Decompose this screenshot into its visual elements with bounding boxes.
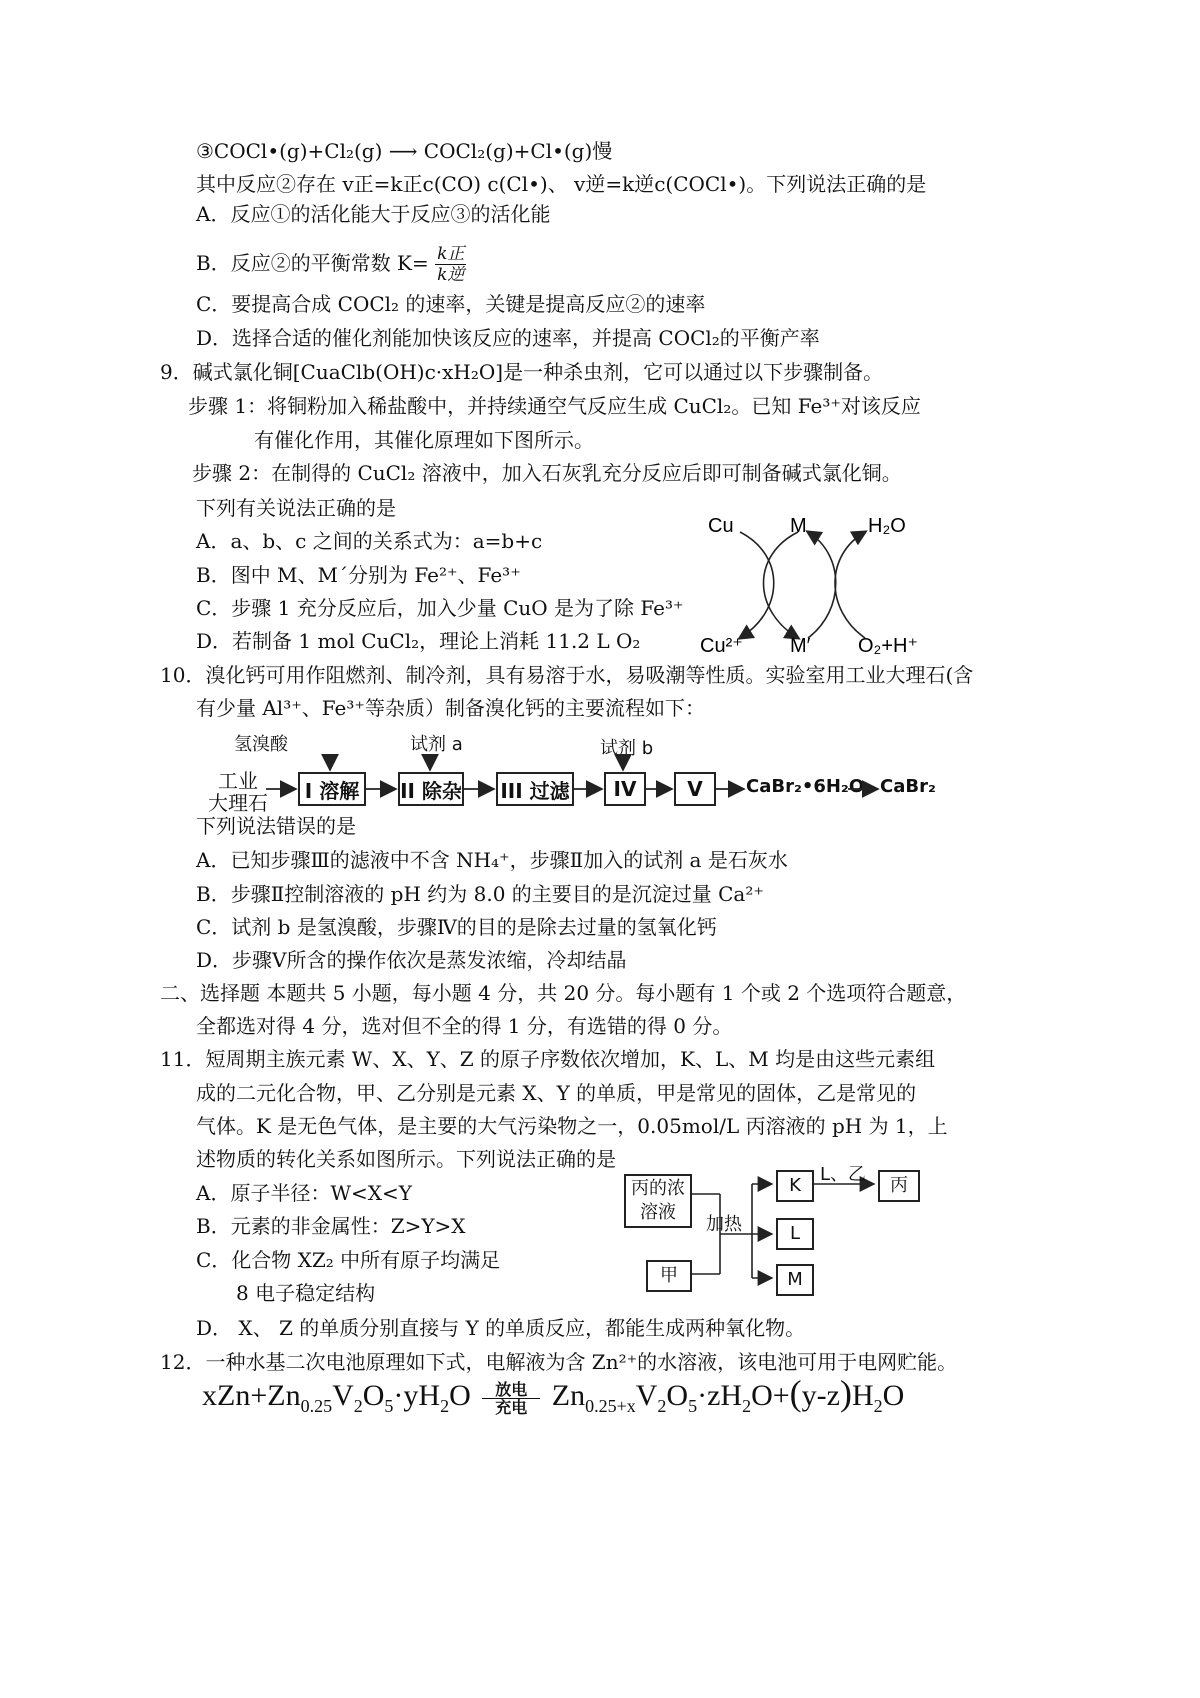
q9-option-b: B．图中 M、M´分别为 Fe²⁺、Fe³⁺ xyxy=(196,563,521,587)
transformation-diagram xyxy=(620,1160,920,1300)
q11-option-a: A．原子半径：W<X<Y xyxy=(196,1181,412,1205)
node-bing: 丙 xyxy=(878,1170,920,1202)
arrow-o2-to-h2o xyxy=(835,532,865,638)
node-k: K xyxy=(776,1170,814,1202)
q9-step2: 步骤 2：在制得的 CuCl₂ 溶液中，加入石灰乳充分反应后即可制备碱式氯化铜。 xyxy=(192,461,902,485)
q9-option-a: A．a、b、c 之间的关系式为：a=b+c xyxy=(196,529,543,553)
label-o2-h: O₂+H⁺ xyxy=(858,635,918,657)
q9-ask: 下列有关说法正确的是 xyxy=(196,496,396,520)
q9-title: 9．碱式氯化铜[CuaClb(OH)c·xH₂O]是一种杀虫剂，它可以通过以下步骤制备。 xyxy=(160,360,884,384)
q10-option-a: A．已知步骤Ⅲ的滤液中不含 NH₄⁺，步骤Ⅱ加入的试剂 a 是石灰水 xyxy=(196,848,788,872)
fraction xyxy=(435,244,466,285)
label-cu2: Cu²⁺ xyxy=(700,635,743,657)
product-hydrate: CaBr₂•6H₂O xyxy=(746,776,865,797)
arrow-cu-to-cu2 xyxy=(740,532,774,638)
q11-line1: 11．短周期主族元素 W、X、Y、Z 的原子序数依次增加，K、L、M 均是由这些元素组 xyxy=(160,1047,936,1071)
q11-line2: 成的二元化合物，甲、乙分别是元素 X、Y 的单质，甲是常见的固体，乙是常见的 xyxy=(196,1081,917,1105)
node-l: L xyxy=(776,1218,814,1250)
q9-option-c: C．步骤 1 充分反应后，加入少量 CuO 是为了除 Fe³⁺ xyxy=(196,596,684,620)
battery-equation: $xZn+Zn_{0.25}V_2O_5\cdot yH_2O$ 放电 充电 $Zn_{0.25+x}V_2O_5\cdot zH_2O+(y-z)H_2O$ xyxy=(202,1373,905,1417)
fraction-denominator: k逆 xyxy=(437,265,465,285)
q8-option-d: D．选择合适的催化剂能加快该反应的速率，并提高 COCl₂的平衡产率 xyxy=(196,326,820,350)
reversible-arrow xyxy=(482,1381,540,1416)
section-2-heading: 二、选择题 本题共 5 小题，每小题 4 分，共 20 分。每小题有 1 个或 2 个选项符合题意， xyxy=(160,981,967,1005)
q8-option-a: A．反应①的活化能大于反应③的活化能 xyxy=(196,202,551,226)
q8-option-b-text: B．反应②的平衡常数 K= xyxy=(196,251,429,275)
q8-reaction-3: ③COCl•(g)+Cl₂(g) ⟶ COCl₂(g)+Cl•(g)慢 xyxy=(196,139,613,163)
q10-option-b: B．步骤Ⅱ控制溶液的 pH 约为 8.0 的主要目的是沉淀过量 Ca²⁺ xyxy=(196,882,764,906)
q8-option-c: C．要提高合成 COCl₂ 的速率，关键是提高反应②的速率 xyxy=(196,292,706,316)
step-2-box: II 除杂 xyxy=(398,772,464,806)
q11-line3: 气体。K 是无色气体，是主要的大气污染物之一，0.05mol/L 丙溶液的 pH 为 1，上 xyxy=(196,1114,948,1138)
step-4-box: IV xyxy=(604,772,646,806)
node-bing-sol-line1: 丙的浓 xyxy=(631,1178,685,1199)
discharge-label: 放电 xyxy=(495,1379,528,1399)
arrow-m2-to-m xyxy=(808,532,836,638)
q10-line1: 10．溴化钙可用作阻燃剂、制冷剂，具有易溶于水，易吸潮等性质。实验室用工业大理石(含 xyxy=(160,663,974,687)
input-label-line2: 大理石 xyxy=(208,791,268,815)
node-jia: 甲 xyxy=(646,1260,692,1292)
q11-line4: 述物质的转化关系如图所示。下列说法正确的是 xyxy=(196,1147,616,1171)
q10-ask: 下列说法错误的是 xyxy=(196,814,356,838)
q10-line2: 有少量 Al³⁺、Fe³⁺等杂质）制备溴化钙的主要流程如下： xyxy=(196,696,705,720)
label-h2o: H₂O xyxy=(868,515,906,537)
label-l-yi: L、乙 xyxy=(820,1164,867,1185)
q8-option-b xyxy=(196,244,466,285)
section-2-rules: 全都选对得 4 分，选对但不全的得 1 分，有选错的得 0 分。 xyxy=(196,1014,733,1038)
step-3-box: III 过滤 xyxy=(496,772,574,806)
q11-option-c-cont: 8 电子稳定结构 xyxy=(236,1281,376,1305)
arrow-m-to-m2 xyxy=(764,532,799,638)
q11-option-d: D． X、 Z 的单质分别直接与 Y 的单质反应，都能生成两种氧化物。 xyxy=(196,1316,806,1340)
q11-option-b: B．元素的非金属性：Z>Y>X xyxy=(196,1214,466,1238)
label-heat: 加热 xyxy=(706,1214,742,1235)
step-1-box: I 溶解 xyxy=(298,772,366,806)
charge-label: 充电 xyxy=(495,1397,528,1417)
input-label-line1: 工业 xyxy=(218,769,258,793)
label-cu: Cu xyxy=(708,515,734,537)
node-m: M xyxy=(776,1264,814,1296)
q8-stem: 其中反应②存在 v正=k正c(CO) c(Cl•)、 v逆=k逆c(COCl•)。下列说法正确的是 xyxy=(196,172,927,196)
fraction-numerator: k正 xyxy=(437,244,465,264)
add-reagent-a: 试剂 a xyxy=(410,734,463,755)
q10-option-d: D．步骤Ⅴ所含的操作依次是蒸发浓缩，冷却结晶 xyxy=(196,948,627,972)
node-bing-sol-line2: 溶液 xyxy=(640,1202,676,1223)
step-5-box: V xyxy=(674,772,716,806)
node-bing-concentrated-solution xyxy=(624,1174,692,1228)
q9-step1-cont: 有催化作用，其催化原理如下图所示。 xyxy=(254,428,594,452)
q9-option-d: D．若制备 1 mol CuCl₂，理论上消耗 11.2 L O₂ xyxy=(196,629,641,653)
q12-line: 12．一种水基二次电池原理如下式，电解液为含 Zn²⁺的水溶液，该电池可用于电网贮能。 xyxy=(160,1350,958,1374)
label-m-prime: M′ xyxy=(790,635,811,657)
q11-option-c: C．化合物 XZ₂ 中所有原子均满足 xyxy=(196,1248,501,1272)
product-final: CaBr₂ xyxy=(880,776,936,797)
label-m: M xyxy=(790,515,807,537)
catalysis-cycle-diagram xyxy=(690,510,930,660)
q10-option-c: C．试剂 b 是氢溴酸，步骤Ⅳ的目的是除去过量的氢氧化钙 xyxy=(196,915,717,939)
add-hydrobromic-acid: 氢溴酸 xyxy=(234,734,288,755)
q9-step1: 步骤 1：将铜粉加入稀盐酸中，并持续通空气反应生成 CuCl₂。已知 Fe³⁺对该反应 xyxy=(188,394,921,418)
add-reagent-b: 试剂 b xyxy=(600,738,654,759)
